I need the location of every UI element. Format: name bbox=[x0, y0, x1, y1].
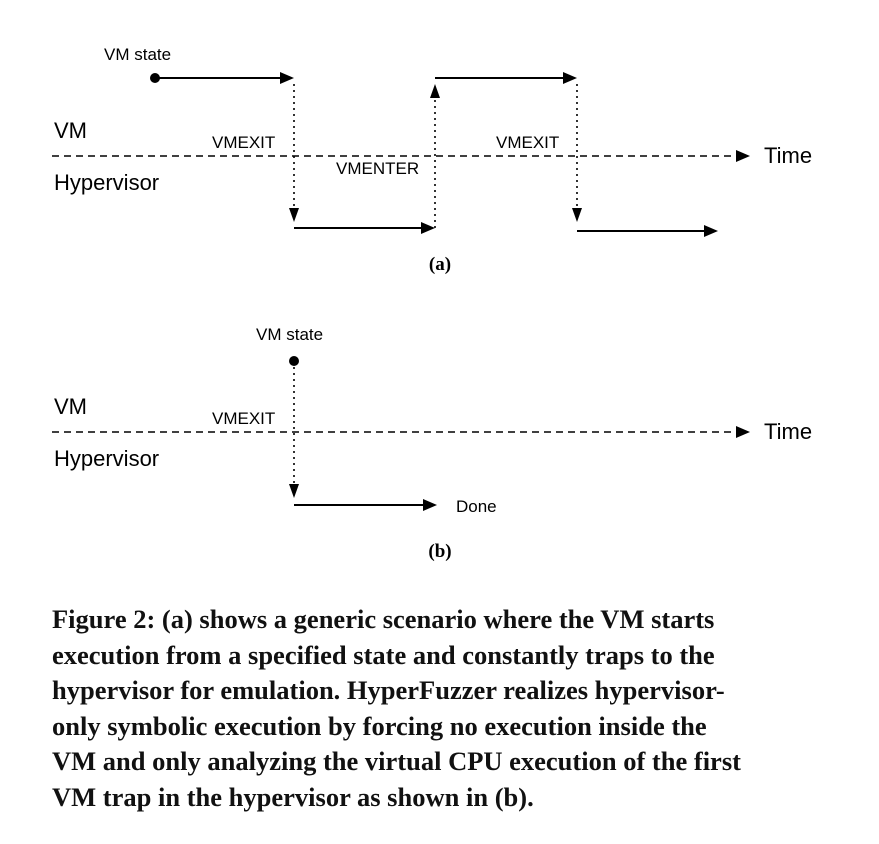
vmexit-1-label: VMEXIT bbox=[212, 133, 276, 152]
caption-line: VM and only analyzing the virtual CPU execution of the first bbox=[52, 746, 741, 776]
caption-line: hypervisor for emulation. HyperFuzzer realizes hypervisor- bbox=[52, 675, 725, 705]
sublabel-a: (a) bbox=[428, 254, 452, 275]
vmexit-arrowhead-b bbox=[289, 484, 299, 498]
hypervisor-region-label-a: Hypervisor bbox=[54, 170, 160, 195]
time-axis-b-arrowhead bbox=[736, 426, 750, 438]
caption-line: only symbolic execution by forcing no execution inside the bbox=[52, 710, 707, 741]
caption-line: VM trap in the hypervisor as shown in (b). bbox=[52, 781, 534, 812]
hypervisor-segment-done-arrowhead bbox=[423, 499, 437, 511]
time-axis-a-arrowhead bbox=[736, 150, 750, 162]
hypervisor-region-label-b: Hypervisor bbox=[54, 446, 160, 471]
caption-line: execution from a specified state and constantly traps to the bbox=[52, 639, 715, 670]
time-label-b: Time bbox=[764, 419, 813, 444]
vm-region-label-a: VM bbox=[54, 118, 87, 143]
caption-line: Figure 2: (a) shows a generic scenario where the VM starts bbox=[52, 604, 715, 634]
vmenter-label: VMENTER bbox=[336, 159, 420, 178]
vmexit-label-b: VMEXIT bbox=[212, 409, 276, 428]
vmexit-2-label: VMEXIT bbox=[496, 133, 560, 152]
hypervisor-segment-2-arrowhead bbox=[704, 225, 718, 237]
vm-state-label-a: VM state bbox=[104, 45, 172, 64]
vm-segment-2-arrowhead bbox=[563, 72, 577, 84]
vm-region-label-b: VM bbox=[54, 394, 87, 419]
vm-state-label-b: VM state bbox=[256, 325, 324, 344]
vmexit-2-arrowhead bbox=[572, 208, 582, 222]
panel-a bbox=[52, 45, 812, 275]
figure-caption bbox=[52, 602, 842, 815]
time-label-a: Time bbox=[764, 143, 813, 168]
sublabel-b: (b) bbox=[428, 541, 452, 562]
hypervisor-segment-1-arrowhead bbox=[421, 222, 435, 234]
vm-state-dot-b bbox=[289, 356, 299, 366]
panel-b bbox=[52, 325, 812, 562]
done-label: Done bbox=[456, 497, 497, 516]
vmexit-1-arrowhead bbox=[289, 208, 299, 222]
vmenter-arrowhead bbox=[430, 84, 440, 98]
vm-segment-1-arrowhead bbox=[280, 72, 294, 84]
